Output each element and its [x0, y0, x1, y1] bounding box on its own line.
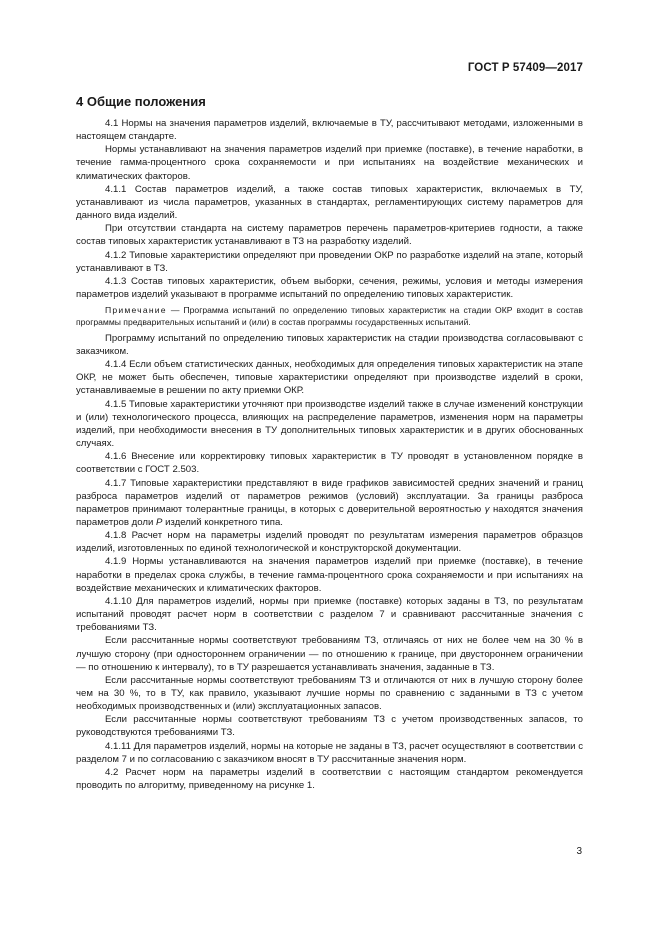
paragraph-text: находятся значения параметров доли: [76, 503, 583, 528]
paragraph: 4.1.1 Состав параметров изделий, а также состав типовых характеристик, включаемых в ТУ, устанавливают из числа параметров, указанных в стандартах, регламентирующих систему параметров для данного вида изделий.: [76, 183, 583, 222]
paragraph: 4.1.8 Расчет норм на параметры изделий проводят по результатам измерения параметров образцов изделий, изготовленных по единой технологической и конструкторской документации.: [76, 530, 583, 555]
note-text: — Программа испытаний по определению типовых характеристик на стадии ОКР входит в состав программы предварительных испытаний и (или) в состав программы государственных испытаний.: [76, 305, 583, 327]
paragraph-4-1-7: [76, 477, 583, 530]
document-body: [76, 117, 583, 792]
page-number: 3: [576, 846, 582, 857]
gamma-symbol: γ: [484, 503, 490, 515]
paragraph: 4.1.6 Внесение или корректировку типовых характеристик в ТУ проводят в установленном порядке в соответствии с ГОСТ 2.503.: [76, 451, 583, 476]
paragraph: Нормы устанавливают на значения параметров изделий при приемке (поставке), в течение наработки, в течение гамма-процентного срока сохраняемости и при испытаниях на воздействие механических и климатических факторов.: [76, 144, 583, 182]
paragraph: При отсутствии стандарта на систему параметров перечень параметров-критериев годности, а также состав типовых характеристик устанавливают в ТЗ на разработку изделий.: [76, 223, 583, 248]
p-symbol: P: [156, 516, 163, 528]
section-title: 4 Общие положения: [76, 94, 206, 109]
paragraph: Если рассчитанные нормы соответствуют требованиям ТЗ, отличаясь от них не более чем на 30 % в лучшую сторону (при одностороннем ограничении — по отношению к границе, при двустороннем ограничении — по отношению к интервалу), то в ТУ разрешается устанавливать значения, заданные в ТЗ.: [76, 635, 583, 673]
paragraph: 4.1.5 Типовые характеристики уточняют при производстве изделий также в случае изменений конструкции и (или) технологического процесса, влияющих на распределение параметров, изменения норм на параметры изделий, при необходимости внесения в ТУ дополнительных типовых характеристик и в других обоснованных случаях.: [76, 398, 583, 450]
paragraph: Если рассчитанные нормы соответствуют требованиям ТЗ с учетом производственных запасов, то руководствуются требованиями ТЗ.: [76, 714, 583, 739]
note-label: Примечание: [105, 305, 167, 316]
paragraph: 4.1 Нормы на значения параметров изделий, включаемые в ТУ, рассчитывают методами, изложенными в настоящем стандарте.: [76, 118, 583, 143]
document-designation: ГОСТ Р 57409—2017: [467, 62, 583, 74]
paragraph: 4.1.4 Если объем статистических данных, необходимых для определения типовых характеристик на этапе ОКР, не может быть обеспечен, типовые характеристики определяют при производстве изделий в сроки, устанавливаемые в решении по акту приемки ОКР.: [76, 359, 583, 397]
paragraph: Программу испытаний по определению типовых характеристик на стадии производства согласовывают с заказчиком.: [76, 332, 583, 357]
paragraph: Если рассчитанные нормы соответствуют требованиям ТЗ и отличаются от них в лучшую сторону более чем на 30 %, то в ТУ, как правило, указывают лучшие нормы по сравнению с заданными в ТЗ с учетом необходимых производственных и (или) эксплуатационных запасов.: [76, 674, 583, 713]
paragraph: 4.1.10 Для параметров изделий, нормы при приемке (поставке) которых заданы в ТЗ, по результатам испытаний проводят расчет норм в соответствии с разделом 7 и сравнивают рассчитанные значения с требованиями ТЗ.: [76, 595, 583, 634]
paragraph: 4.1.11 Для параметров изделий, нормы на которые не заданы в ТЗ, расчет осуществляют в соответствии с разделом 7 и по согласованию с заказчиком вносят в ТУ рассчитанные значения норм.: [76, 740, 583, 765]
paragraph: 4.1.3 Состав типовых характеристик, объем выборки, сечения, режимы, условия и методы измерения параметров изделий указывают в программе испытаний по определению типовых характеристик.: [76, 275, 583, 301]
paragraph-text: 4.1.7 Типовые характеристики представляют в виде графиков зависимостей средних значений и границ разброса параметров изделий от параметров режимов (условий) эксплуатации. За границы разброса параметров принимают толерантные границы, в которых с доверительной вероятностью: [76, 477, 583, 515]
paragraph-text: изделий конкретного типа.: [162, 516, 283, 528]
paragraph: 4.1.2 Типовые характеристики определяют при проведении ОКР по разработке изделий на этапе, который устанавливают в ТЗ.: [76, 249, 583, 274]
paragraph: 4.1.9 Нормы устанавливаются на значения параметров изделий при приемке (поставке), в течение наработки в пределах срока службы, в течение гамма-процентного срока сохраняемости и при испытаниях на воздействие механических и климатических факторов.: [76, 556, 583, 594]
paragraph: 4.2 Расчет норм на параметры изделий в соответствии с настоящим стандартом рекомендуется проводить по алгоритму, приведенному на рисунке 1.: [76, 766, 583, 792]
note: [76, 305, 583, 329]
